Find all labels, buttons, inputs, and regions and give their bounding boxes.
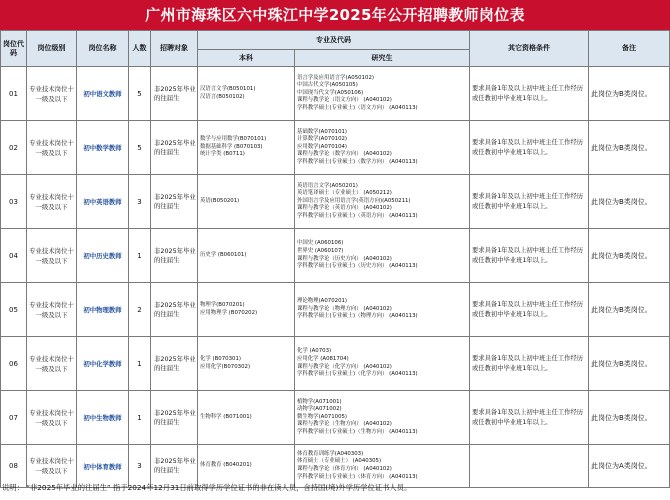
header-remark: 备注 [589,31,670,67]
grad-majors-line: 计算数学(A070102) [297,136,348,143]
table-row [1,391,670,445]
grad-majors-line: 学科教学硕士(专业硕士)（体育方向） (A040113) [297,473,418,480]
grad-majors-line: 学科教学硕士(专业硕士)（化学方向） (A040113) [297,371,418,378]
table-row [1,283,670,337]
position-code: 08 [1,445,27,488]
recruit-target: 非2025年毕业的往届生 [151,67,198,121]
grad-majors-line: 学科教学硕士(专业硕士)（语文方向） (A040113) [297,104,418,111]
header-name: 岗位名称 [77,31,129,67]
undergrad-majors-line: 应用物理学 (B070202) [200,309,258,316]
grad-majors-line: 学科教学硕士(专业硕士)（物理方向） (A040113) [297,313,418,320]
undergrad-majors [198,175,295,229]
table-row [1,229,670,283]
undergrad-majors-line: 物理学(B070201) [200,301,245,308]
header-code: 岗位代码 [1,31,27,67]
position-code: 04 [1,229,27,283]
undergrad-majors [198,121,295,175]
recruit-target: 非2025年毕业的往届生 [151,229,198,283]
grad-majors-line: 课程与教学论（数学方向） (A040102) [297,151,392,158]
undergrad-majors-line: 化学 (B070301) [200,355,241,362]
undergrad-majors-line: 英语(B050201) [200,197,240,204]
grad-majors-line: 课程与教学论（物理方向） (A040102) [297,305,392,312]
remark: 此岗位为B类岗位。 [589,67,670,121]
grad-majors-line: 植物学(A071001) [297,398,342,405]
undergrad-majors-line: 统计学类 (B0711) [200,151,245,158]
undergrad-majors [198,283,295,337]
position-level: 专业技术岗位十一级及以下 [27,283,77,337]
table-row [1,121,670,175]
grad-majors-line: 课程与教学论（化学方向） (A040102) [297,363,392,370]
position-name: 初中数学教师 [77,121,129,175]
grad-majors [295,67,470,121]
position-level: 专业技术岗位十一级及以下 [27,229,77,283]
recruit-target: 非2025年毕业的往届生 [151,391,198,445]
grad-majors-line: 课程与教学论（语文方向） (A040102) [297,97,392,104]
grad-majors-line: 英语笔译硕士（专业硕士） (A050212) [297,190,392,197]
position-count: 3 [129,175,151,229]
remark: 此岗位为B类岗位。 [589,229,670,283]
header-target: 招聘对象 [151,31,198,67]
other-conditions: 要求具备1年及以上初中班主任工作经历或任教初中毕业班1年以上。 [470,121,589,175]
position-name: 初中体育教师 [77,445,129,488]
position-code: 07 [1,391,27,445]
undergrad-majors [198,67,295,121]
position-name: 初中生物教师 [77,391,129,445]
grad-majors-line: 课程与教学论（历史方向） (A040102) [297,255,392,262]
undergrad-majors-line: 汉语言(B050102) [200,93,245,100]
position-code: 06 [1,337,27,391]
grad-majors-line: 英语语言文学(A050201) [297,182,358,189]
position-level: 专业技术岗位十一级及以下 [27,67,77,121]
remark: 此岗位为B类岗位。 [589,121,670,175]
grad-majors-line: 外国语言学及应用语言学(英语方向)(A050211) [297,197,411,204]
remark: 此岗位为B类岗位。 [589,175,670,229]
grad-majors-line: 中国古代文学(A050105) [297,82,358,89]
undergrad-majors-line: 历史学 (B060101) [200,251,247,258]
header-conditions: 其它资格条件 [470,31,589,67]
grad-majors [295,229,470,283]
grad-majors [295,337,470,391]
remark: 此岗位为B类岗位。 [589,337,670,391]
position-code: 03 [1,175,27,229]
grad-majors-line: 学科教学硕士(专业硕士)（历史方向） (A040113) [297,263,418,270]
undergrad-majors-line: 生物科学 (B071001) [200,413,252,420]
header-level: 岗位级别 [27,31,77,67]
other-conditions: 要求具备1年及以上初中班主任工作经历或任教初中毕业班1年以上。 [470,391,589,445]
grad-majors-line: 中国史 (A060106) [297,240,344,247]
header-undergrad: 本科 [198,50,295,67]
job-table [0,30,670,488]
undergrad-majors [198,391,295,445]
other-conditions: 要求具备1年及以上初中班主任工作经历或任教初中毕业班1年以上。 [470,283,589,337]
footer-note: 说明： “非2025年毕业的往届生” 指于2024年12月31日前取得学历学位证书的非在读人员，含持国(境)外学历学位证书人员。 [2,483,412,492]
grad-majors [295,121,470,175]
recruit-target: 非2025年毕业的往届生 [151,175,198,229]
grad-majors-line: 语言学及应用语言学(A050102) [297,74,374,81]
undergrad-majors [198,229,295,283]
grad-majors-line: 体育教育训练学(A040303) [297,450,364,457]
position-code: 01 [1,67,27,121]
table-row [1,67,670,121]
position-name: 初中化学教师 [77,337,129,391]
position-count: 5 [129,67,151,121]
position-name: 初中物理教师 [77,283,129,337]
other-conditions: 要求具备1年及以上初中班主任工作经历或任教初中毕业班1年以上。 [470,175,589,229]
undergrad-majors-line: 体育教育 (B040201) [200,462,252,469]
grad-majors [295,283,470,337]
other-conditions: 要求具备1年及以上初中班主任工作经历或任教初中毕业班1年以上。 [470,337,589,391]
grad-majors-line: 课程与教学论（体育方向） (A040102) [297,466,392,472]
undergrad-majors-line: 数学与应用数学(B070101) [200,136,267,143]
grad-majors-line: 世界史 (A060107) [297,247,344,254]
position-code: 02 [1,121,27,175]
recruit-target: 非2025年毕业的往届生 [151,121,198,175]
other-conditions: 要求具备1年及以上初中班主任工作经历或任教初中毕业班1年以上。 [470,229,589,283]
grad-majors [295,175,470,229]
position-count: 1 [129,229,151,283]
position-count: 1 [129,337,151,391]
grad-majors-line: 化学 (A0703) [297,348,332,355]
position-name: 初中历史教师 [77,229,129,283]
recruit-target: 非2025年毕业的往届生 [151,283,198,337]
grad-majors-line: 体育硕士（专业硕士） (A040305) [297,458,382,465]
recruit-target: 非2025年毕业的往届生 [151,445,198,488]
other-conditions: 要求具备1年及以上初中班主任工作经历或任教初中毕业班1年以上。 [470,67,589,121]
grad-majors-line: 应用化学 (A081704) [297,355,349,362]
page-title: 广州市海珠区六中珠江中学2025年公开招聘教师岗位表 [0,0,670,30]
header-major: 专业及代码 [198,31,470,50]
grad-majors-line: 中国现当代文学(A050106) [297,89,364,96]
undergrad-majors-line: 汉语言文学(B050101) [200,85,256,92]
grad-majors [295,391,470,445]
position-count: 1 [129,391,151,445]
position-count: 2 [129,283,151,337]
grad-majors-line: 应用数学(A070104) [297,143,348,150]
grad-majors-line: 动物学(A071002) [297,406,342,413]
remark: 此岗位为B类岗位。 [589,283,670,337]
position-name: 初中英语教师 [77,175,129,229]
position-code: 05 [1,283,27,337]
position-level: 专业技术岗位十一级及以下 [27,337,77,391]
remark: 此岗位为A类岗位。 [589,445,670,488]
undergrad-majors [198,337,295,391]
grad-majors-line: 理论物理(A070201) [297,298,348,305]
position-count: 5 [129,121,151,175]
header-count: 人数 [129,31,151,67]
position-level: 专业技术岗位十一级及以下 [27,445,77,488]
grad-majors-line: 课程与教学论（生物方向） (A040102) [297,421,392,428]
grad-majors-line: 课程与教学论（英语方向） (A040102) [297,205,392,212]
table-row [1,175,670,229]
undergrad-majors-line: 数据基础科学 (B070103) [200,143,263,150]
position-level: 专业技术岗位十一级及以下 [27,175,77,229]
grad-majors-line: 学科教学硕士(专业硕士)（生物方向） (A040113) [297,428,418,435]
position-count: 3 [129,445,151,488]
grad-majors-line: 微生物学(A071005) [297,413,348,420]
recruit-target: 非2025年毕业的往届生 [151,337,198,391]
grad-majors-line: 学科教学硕士(专业硕士)（英语方向） (A040113) [297,212,418,219]
position-name: 初中语文教师 [77,67,129,121]
table-row [1,337,670,391]
position-level: 专业技术岗位十一级及以下 [27,121,77,175]
remark: 此岗位为B类岗位。 [589,391,670,445]
undergrad-majors-line: 应用化学(B070302) [200,363,251,370]
grad-majors-line: 学科教学硕士(专业硕士)（数学方向） (A040113) [297,158,418,165]
grad-majors-line: 基础数学(A070101) [297,128,348,135]
header-grad: 研究生 [295,50,470,67]
position-level: 专业技术岗位十一级及以下 [27,391,77,445]
